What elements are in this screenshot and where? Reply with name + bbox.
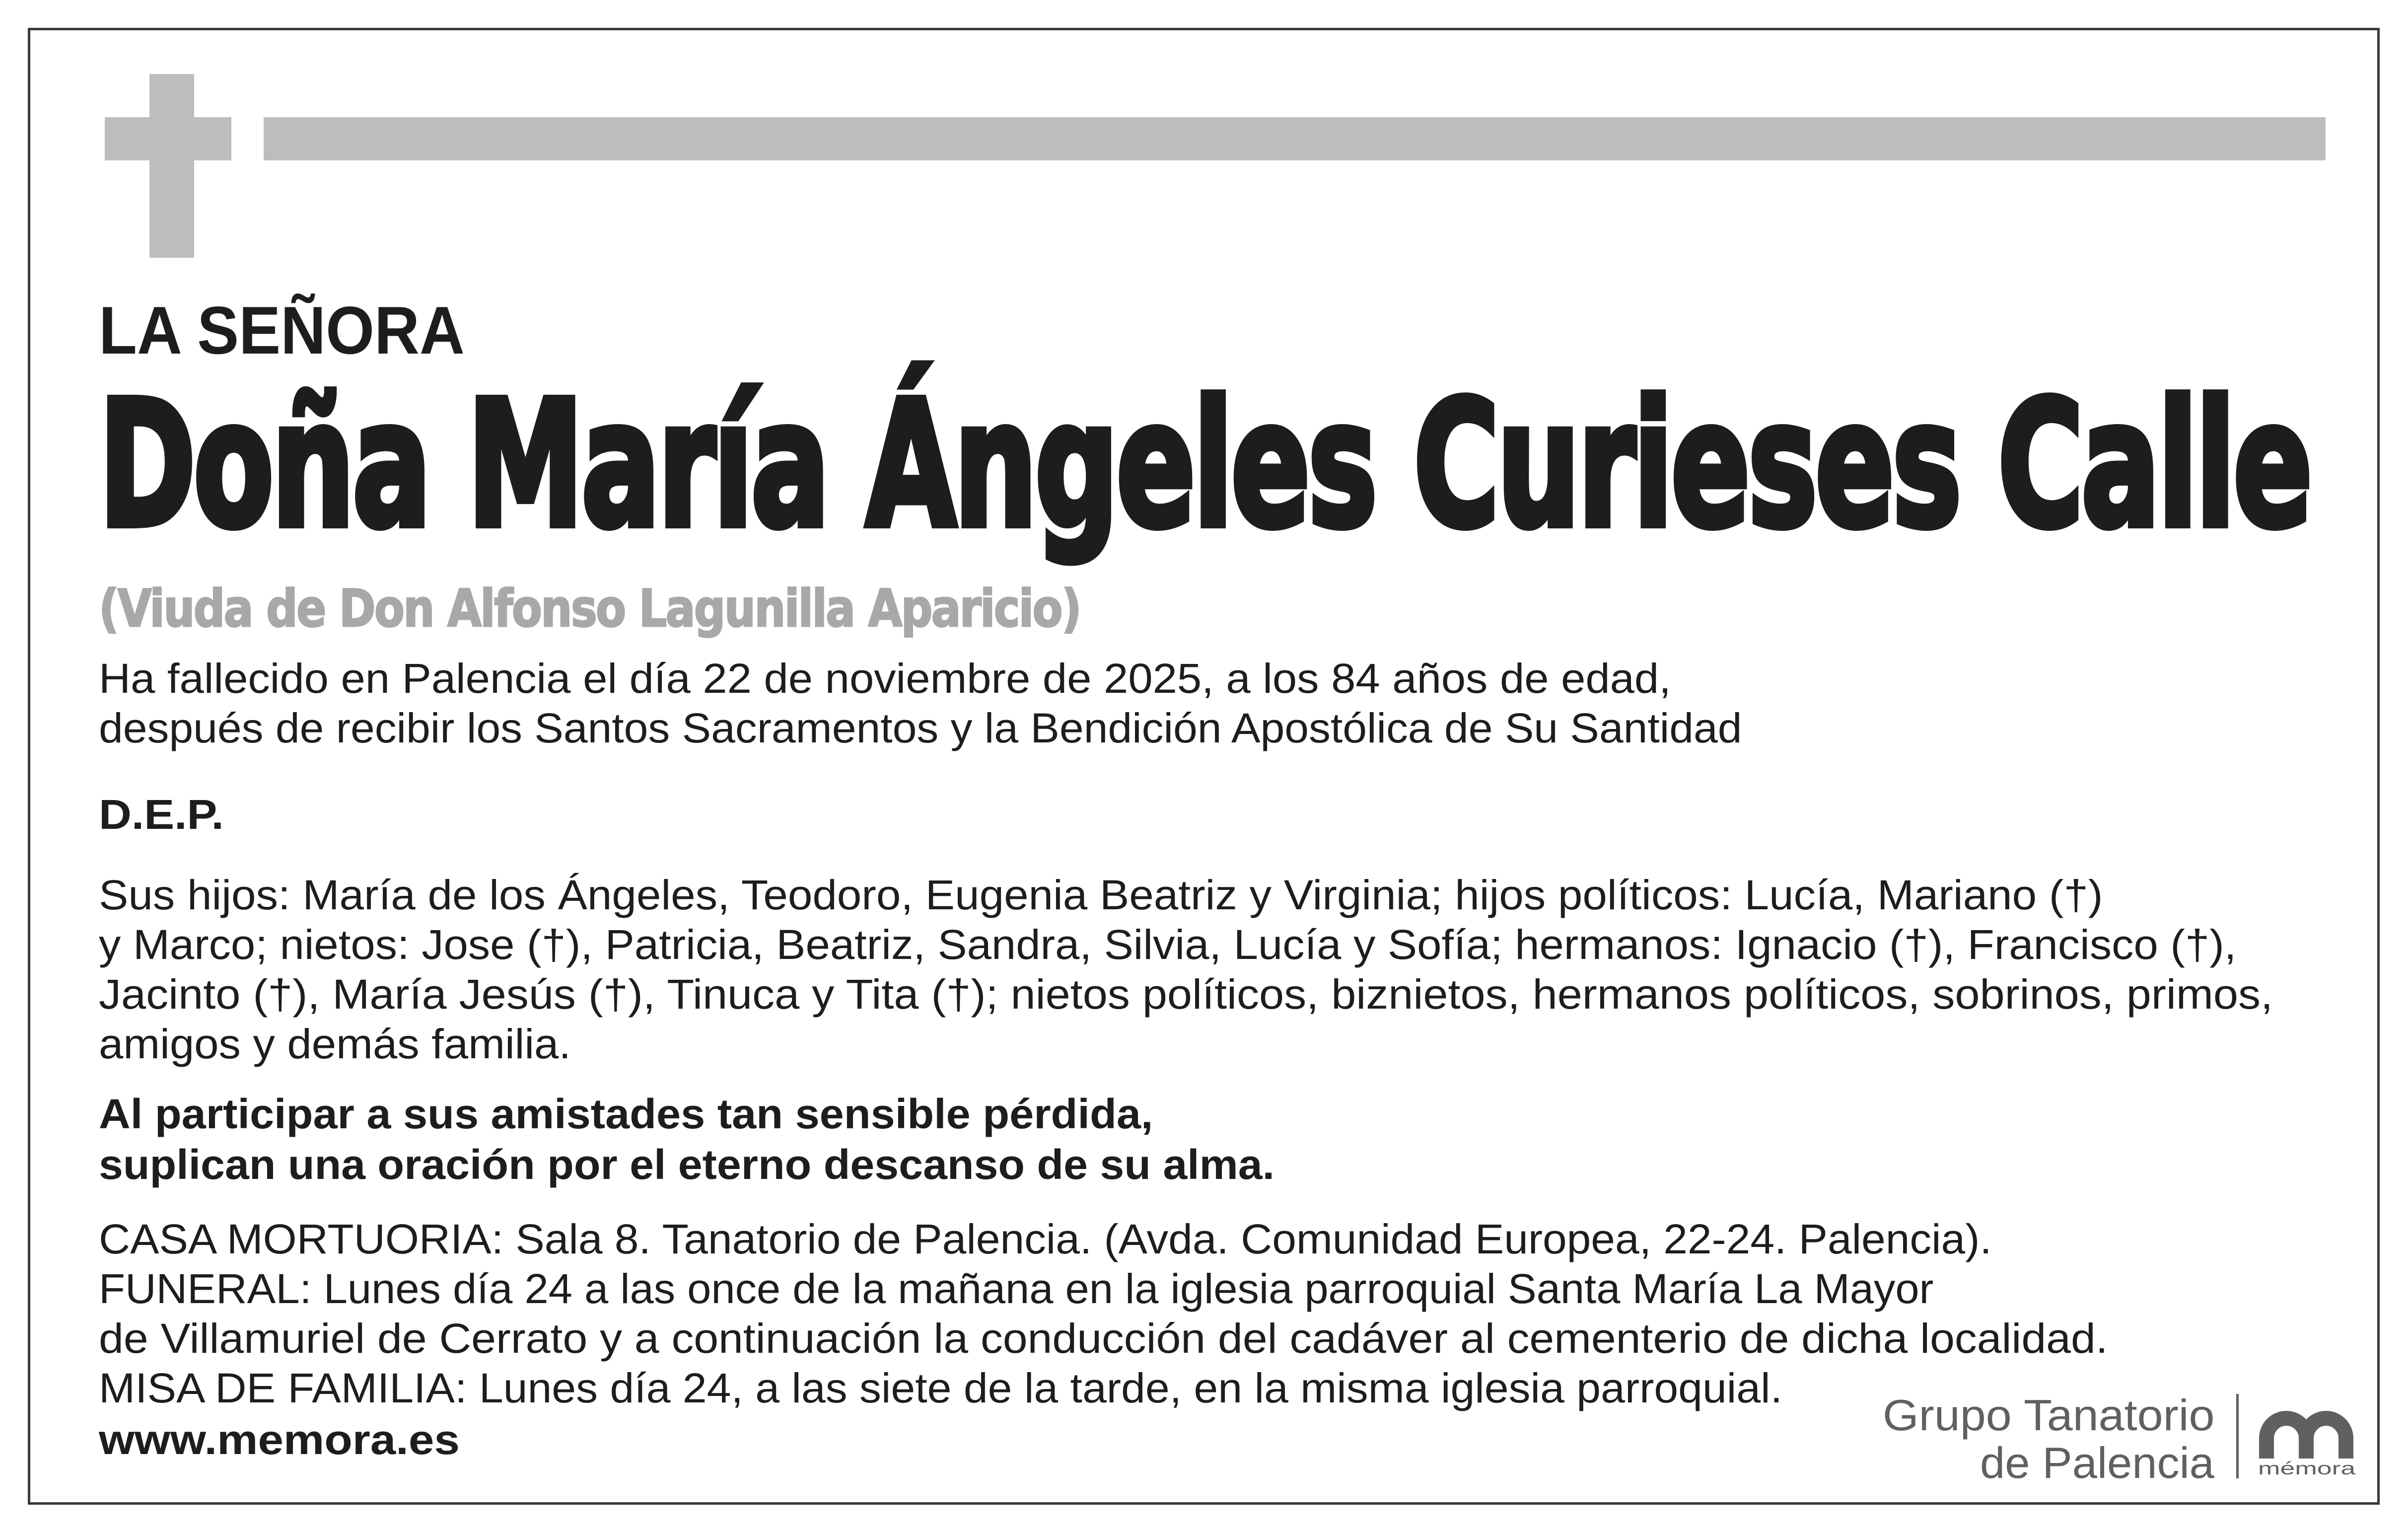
- prayer-request: [99, 1089, 1275, 1190]
- memora-logo-text: [2258, 1458, 2356, 1478]
- brand-divider: [2236, 1394, 2239, 1478]
- cross-icon: [105, 74, 231, 258]
- funeral-home-line: de Palencia: [1980, 1438, 2214, 1487]
- memora-logo-icon: [2259, 1411, 2353, 1459]
- death-announcement: [99, 654, 1742, 753]
- service-detail-line: CASA MORTUORIA: Sala 8. Tanatorio de Palencia. (Avda. Comunidad Europea, 22-24. Palencia).: [99, 1216, 1992, 1262]
- family-line: Jacinto (†), María Jesús (†), Tinuca y Tita (†); nietos políticos, biznietos, hermanos políticos, sobrinos, primos,: [99, 971, 2273, 1018]
- funeral-home-line: Grupo Tanatorio: [1882, 1390, 2214, 1440]
- rip-label: [99, 790, 224, 839]
- website: [99, 1415, 460, 1464]
- honorific-heading: [99, 292, 494, 368]
- prayer-request-line: Al participar a sus amistades tan sensible pérdida,: [99, 1091, 1153, 1137]
- header-rule: [264, 117, 2326, 160]
- deceased-name: [99, 364, 2408, 566]
- family-list: [99, 870, 2273, 1069]
- memora-logo-label: mémora: [2258, 1458, 2356, 1478]
- prayer-request-line: suplican una oración por el eterno descanso de su alma.: [99, 1141, 1275, 1188]
- service-details: [99, 1214, 2108, 1413]
- website-text: www.memora.es: [99, 1416, 460, 1463]
- family-line: y Marco; nietos: Jose (†), Patricia, Beatriz, Sandra, Silvia, Lucía y Sofía; hermanos: Ignacio (†), Francisco (†),: [99, 921, 2237, 968]
- funeral-home-name: [1882, 1390, 2214, 1487]
- deceased-name-text: Doña María Ángeles Curieses Calle: [99, 364, 2310, 566]
- family-line: Sus hijos: María de los Ángeles, Teodoro, Eugenia Beatriz y Virginia; hijos políticos: Lucía, Mariano (†): [99, 872, 2103, 918]
- announcement-line: después de recibir los Santos Sacramentos y la Bendición Apostólica de Su Santidad: [99, 705, 1742, 751]
- family-line: amigos y demás familia.: [99, 1021, 571, 1067]
- service-detail-line: de Villamuriel de Cerrato y a continuación la conducción del cadáver al cementerio de dicha localidad.: [99, 1315, 2108, 1362]
- widow-subtitle: [99, 579, 1237, 639]
- announcement-line: Ha fallecido en Palencia el día 22 de noviembre de 2025, a los 84 años de edad,: [99, 655, 1671, 702]
- rip-text: D.E.P.: [99, 791, 224, 838]
- honorific-text: LA SEÑORA: [99, 292, 465, 368]
- service-detail-line: FUNERAL: Lunes día 24 a las once de la mañana en la iglesia parroquial Santa María La Mayor: [99, 1265, 1934, 1312]
- service-detail-line: MISA DE FAMILIA: Lunes día 24, a las siete de la tarde, en la misma iglesia parroquial.: [99, 1365, 1782, 1411]
- widow-subtitle-text: (Viuda de Don Alfonso Lagunilla Aparicio): [99, 579, 1080, 639]
